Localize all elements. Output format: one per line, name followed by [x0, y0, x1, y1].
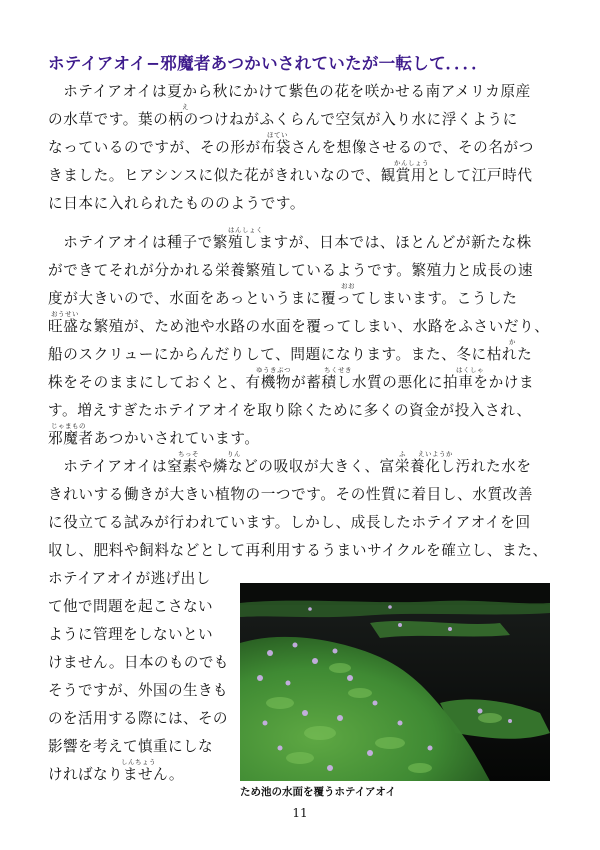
ruby-annotation: はんしょく: [228, 226, 263, 234]
text-line: けません。日本のものでも: [48, 654, 229, 671]
text-line: 船のスクリューにからんだりして、問題になります。また、冬に枯れた: [48, 346, 533, 363]
page-title: ホテイアオイ−邪魔者あつかいされていたが一転して．．．．: [48, 54, 489, 73]
text-line: の水草です。葉の柄のつけねがふくらんで空気が入り水に浮くように: [48, 111, 518, 128]
text-line: 旺盛な繁殖が、ため池や水路の水面を覆ってしまい、水路をふさいだり、: [48, 318, 550, 335]
text-line: ホテイアオイが逃げ出し: [48, 570, 211, 587]
text-line: 収し、肥料や飼料などとして再利用するうまいサイクルを確立し、また、: [48, 542, 548, 559]
text-line: に役立てる試みが行われています。しかし、成長したホテイアオイを回: [48, 514, 531, 531]
ruby-annotation: おうせい: [51, 310, 79, 318]
text-line: に日本に入れられたもののようです。: [48, 195, 306, 212]
text-line: 株をそのままにしておくと、有機物が蓄積し水質の悪化に拍車をかけま: [48, 374, 535, 391]
ruby-annotation: ふ: [399, 450, 406, 458]
text-line: ホテイアオイは夏から秋にかけて紫色の花を咲かせる南アメリカ原産: [48, 83, 531, 100]
water-hyacinth-photo: [240, 583, 550, 781]
ruby-annotation: ゆうきぶつ: [256, 366, 291, 374]
text-line: のを活用する際には、その: [48, 710, 228, 727]
text-line: ホテイアオイは窒素や燐などの吸収が大きく、富栄養化し汚れた水を: [48, 458, 532, 475]
ruby-annotation: えいようか: [418, 450, 453, 458]
text-line: 影響を考えて慎重にしな: [48, 738, 213, 755]
ruby-annotation: おお: [341, 282, 355, 290]
ruby-annotation: ちくせき: [324, 366, 352, 374]
pond-illustration: [240, 583, 550, 781]
page-number: 11: [292, 806, 308, 820]
text-line: 邪魔者あつかいされています。: [48, 430, 260, 447]
ruby-annotation: ちっそ: [178, 450, 199, 458]
text-line: ができてそれが分かれる栄養繁殖しているようです。繁殖力と成長の速: [48, 262, 534, 279]
ruby-annotation: え: [182, 103, 189, 111]
ruby-annotation: はくしゃ: [456, 366, 484, 374]
ruby-annotation: しんちょう: [121, 758, 156, 766]
ruby-annotation: りん: [227, 450, 241, 458]
ruby-annotation: か: [509, 338, 516, 346]
text-line: なっているのですが、その形が布袋さんを想像させるので、その名がつ: [48, 139, 534, 156]
text-line: 度が大きいので、水面をあっというまに覆ってしまいます。こうした: [48, 290, 518, 307]
text-line: きれいする働きが大きい植物の一つです。その性質に着目し、水質改善: [48, 486, 534, 503]
text-line: ければなりません。: [48, 766, 184, 783]
text-line: す。増えすぎたホテイアオイを取り除くために多くの資金が投入され、: [48, 402, 532, 419]
ruby-annotation: かんしょう: [394, 159, 429, 167]
text-line: きました。ヒアシンスに似た花がきれいなので、観賞用として江戸時代: [48, 167, 533, 184]
text-line: ホテイアオイは種子で繁殖しますが、日本では、ほとんどが新たな株: [48, 234, 532, 251]
text-line: て他で問題を起こさない: [48, 598, 213, 615]
text-line: ように管理をしないとい: [48, 626, 213, 643]
ruby-annotation: じゃまもの: [51, 422, 86, 430]
text-line: そうですが、外国の生きも: [48, 682, 228, 699]
ruby-annotation: ほてい: [267, 131, 288, 139]
photo-caption: ため池の水面を覆うホテイアオイ: [240, 786, 396, 798]
